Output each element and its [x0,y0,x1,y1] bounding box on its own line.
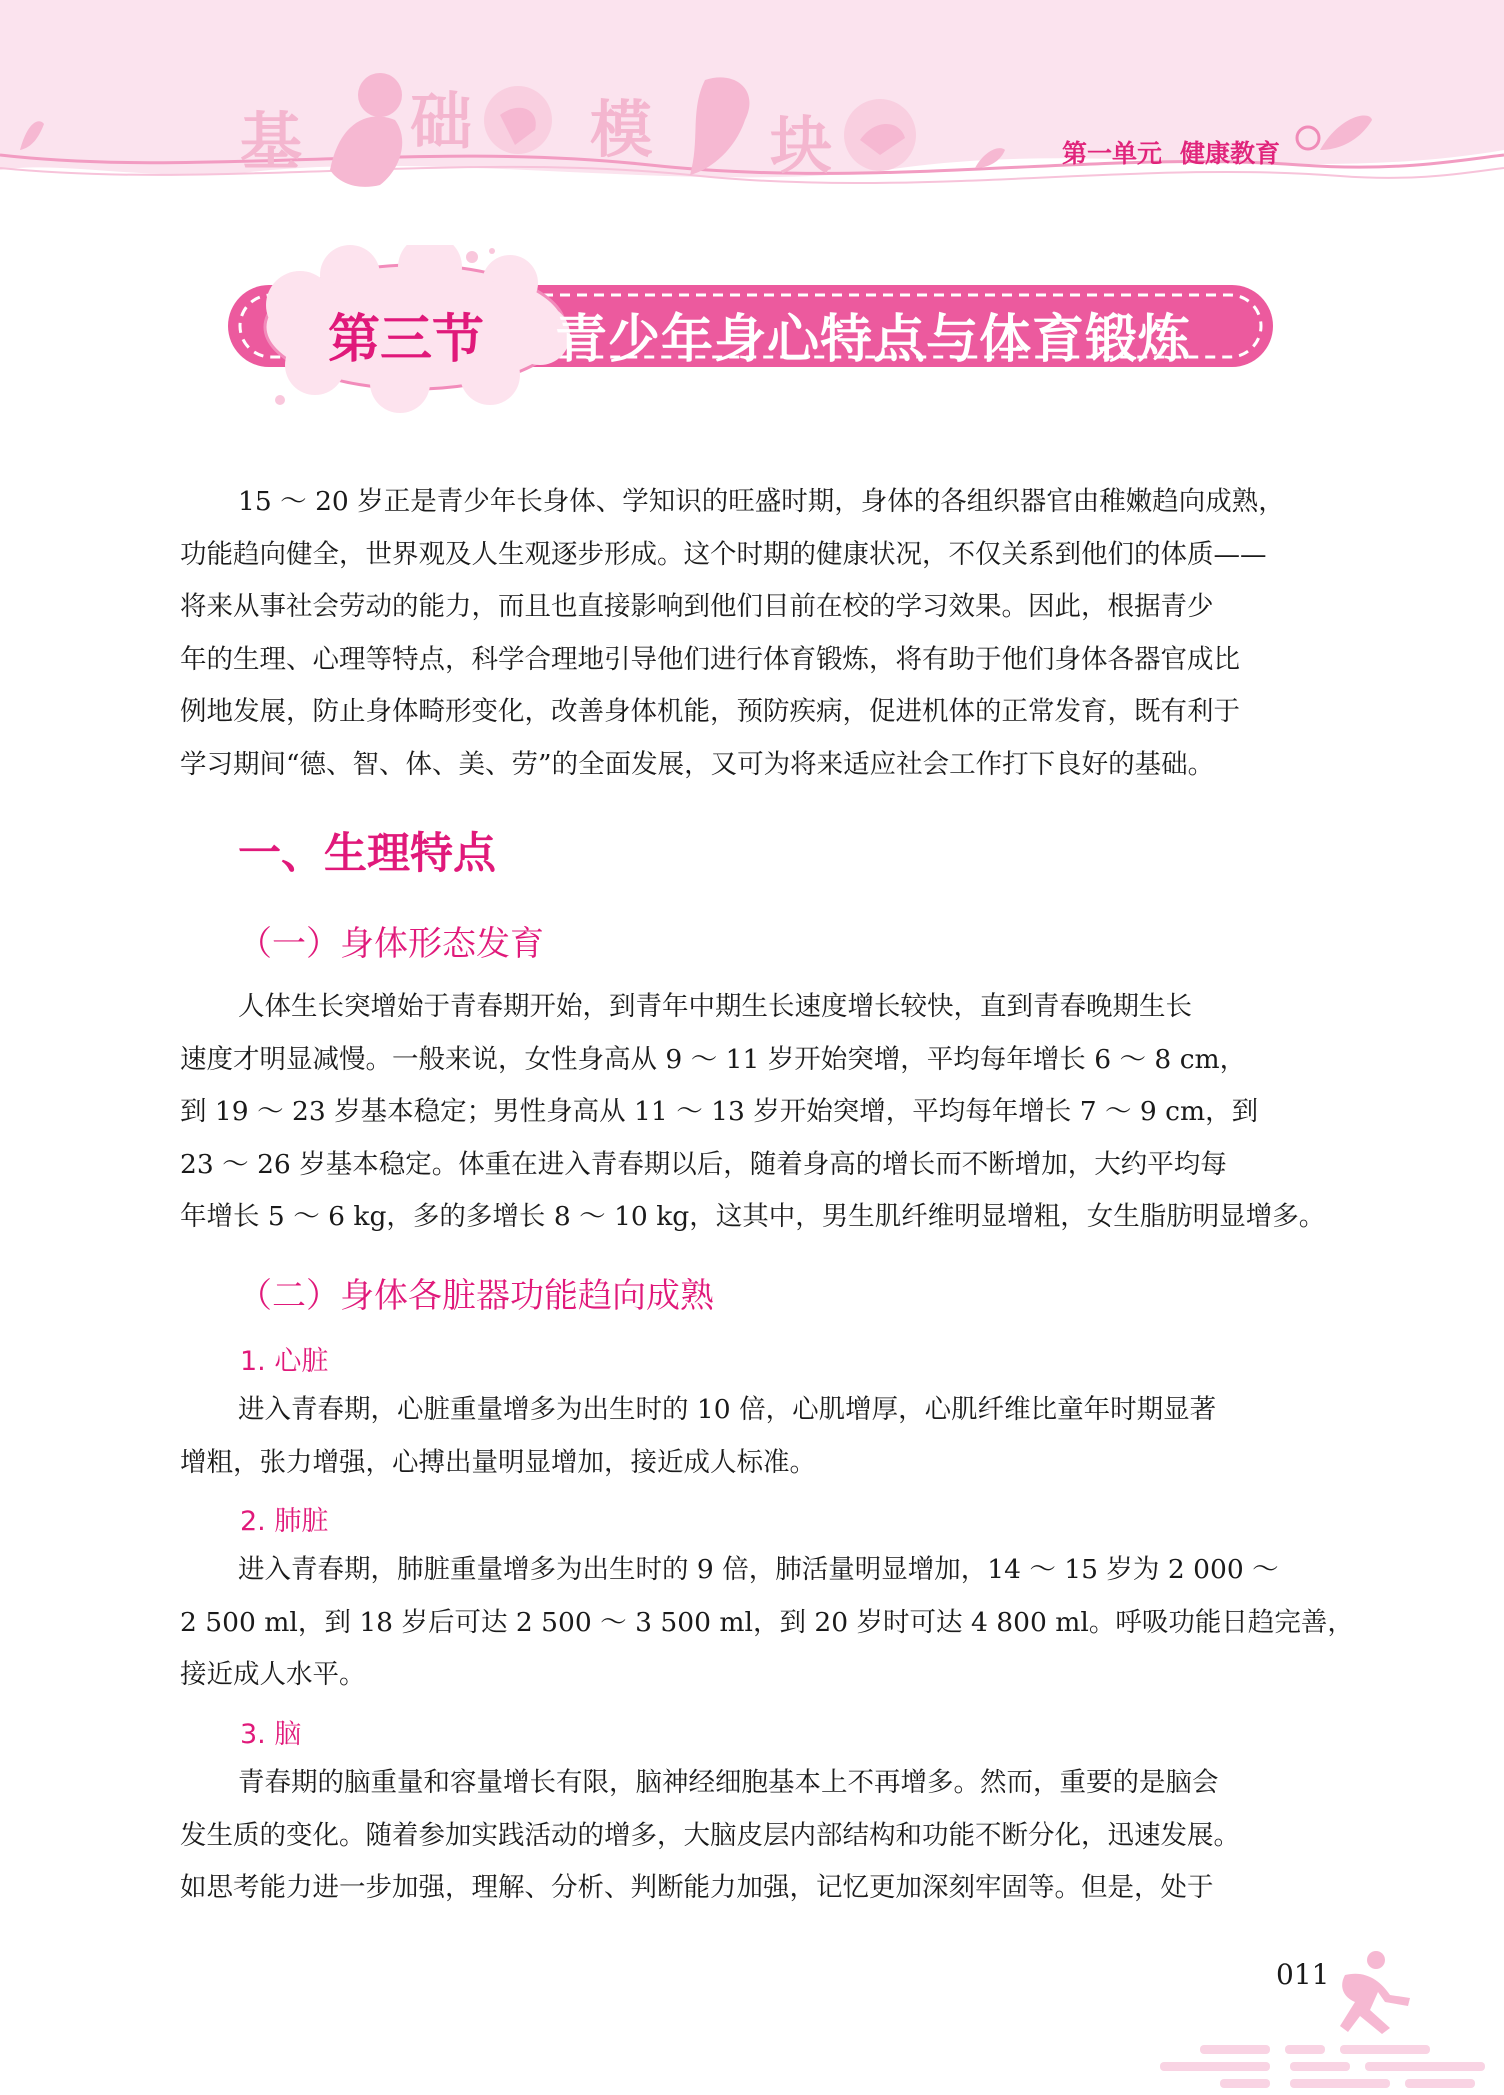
banner-char: 块 [770,109,835,182]
text-line: 青春期的脑重量和容量增长有限，脑神经细胞基本上不再增多。然而，重要的是脑会 [238,1767,1219,1798]
subheading-body-form: （一）身体形态发育 [238,924,544,964]
banner-char: 模 [590,93,655,166]
text-line: 到 19 ～ 23 岁基本稳定；男性身高从 11 ～ 13 岁开始突增，平均每年增长 7 ～ 9 cm，到 [180,1096,1259,1127]
item-heading-brain: 3. 脑 [240,1719,302,1750]
text-line: 进入青春期，肺脏重量增多为出生时的 9 倍，肺活量明显增加，14 ～ 15 岁为 2 000 ～ [238,1554,1279,1585]
text-line: 年的生理、心理等特点，科学合理地引导他们进行体育锻炼，将有助于他们身体各器官成比 [180,643,1240,675]
text-line: 15 ～ 20 岁正是青少年长身体、学知识的旺盛时期，身体的各组织器官由稚嫩趋向成熟， [238,486,1285,517]
text-line: 速度才明显减慢。一般来说，女性身高从 9 ～ 11 岁开始突增，平均每年增长 6 ～ 8 cm， [180,1043,1247,1075]
intro-paragraph [180,476,1325,791]
heading-physiological-features: 一、生理特点 [238,829,496,879]
header-background [0,0,1504,200]
lungs-paragraph [180,1544,1354,1702]
text-line: 如思考能力进一步加强，理解、分析、判断能力加强，记忆更加深刻牢固等。但是，处于 [180,1872,1214,1903]
text-line: 23 ～ 26 岁基本稳定。体重在进入青春期以后，随着身高的增长而不断增加，大约平均每 [180,1148,1227,1180]
page-number: 011 [1276,1958,1330,1991]
unit-number: 第一单元 [1062,139,1163,168]
text-line: 人体生长突增始于青春期开始，到青年中期生长速度增长较快，直到青春晚期生长 [238,991,1192,1022]
banner-char: 础 [410,85,475,158]
text-line: 例地发展，防止身体畸形变化，改善身体机能，预防疾病，促进机体的正常发育，既有利于 [180,696,1240,727]
text-line: 将来从事社会劳动的能力，而且也直接影响到他们目前在校的学习效果。因此，根据青少 [180,591,1214,622]
subheading-organ-function: （二）身体各脏器功能趋向成熟 [238,1276,714,1316]
text-line: 2 500 ml，到 18 岁后可达 2 500 ～ 3 500 ml，到 20 岁时可达 4 800 ml。呼吸功能日趋完善， [180,1606,1354,1638]
text-line: 进入青春期，心脏重量增多为出生时的 10 倍，心肌增厚，心肌纤维比童年时期显著 [238,1394,1217,1425]
text-line: 接近成人水平。 [180,1659,366,1690]
section-title: 青少年身心特点与体育锻炼 [555,310,1192,370]
text-line: 学习期间“德、智、体、美、劳”的全面发展，又可为将来适应社会工作打下良好的基础。 [180,748,1215,780]
decorative-dashes [1160,2045,1485,2088]
section-number: 第三节 [328,310,485,370]
text-line: 发生质的变化。随着参加实践活动的增多，大脑皮层内部结构和功能不断分化，迅速发展。 [180,1819,1240,1851]
runner-icon [1340,1951,1410,2034]
page-header [0,0,1504,200]
brain-paragraph [180,1757,1325,1915]
unit-label [1062,134,1298,170]
footer-decoration [1140,1940,1504,2095]
body-form-paragraph [180,981,1325,1244]
banner-char: 基 [240,105,305,178]
item-heading-heart: 1. 心脏 [240,1346,329,1377]
section-title-banner [220,245,1280,415]
unit-title: 健康教育 [1180,139,1281,168]
heart-paragraph [180,1384,1325,1489]
text-line: 年增长 5 ～ 6 kg，多的多增长 8 ～ 10 kg，这其中，男生肌纤维明显增粗，女生脂肪明显增多。 [180,1201,1326,1232]
text-line: 功能趋向健全，世界观及人生观逐步形成。这个时期的健康状况，不仅关系到他们的体质—— [180,538,1267,570]
text-line: 增粗，张力增强，心搏出量明显增加，接近成人标准。 [180,1446,816,1478]
item-heading-lungs: 2. 肺脏 [240,1506,329,1537]
